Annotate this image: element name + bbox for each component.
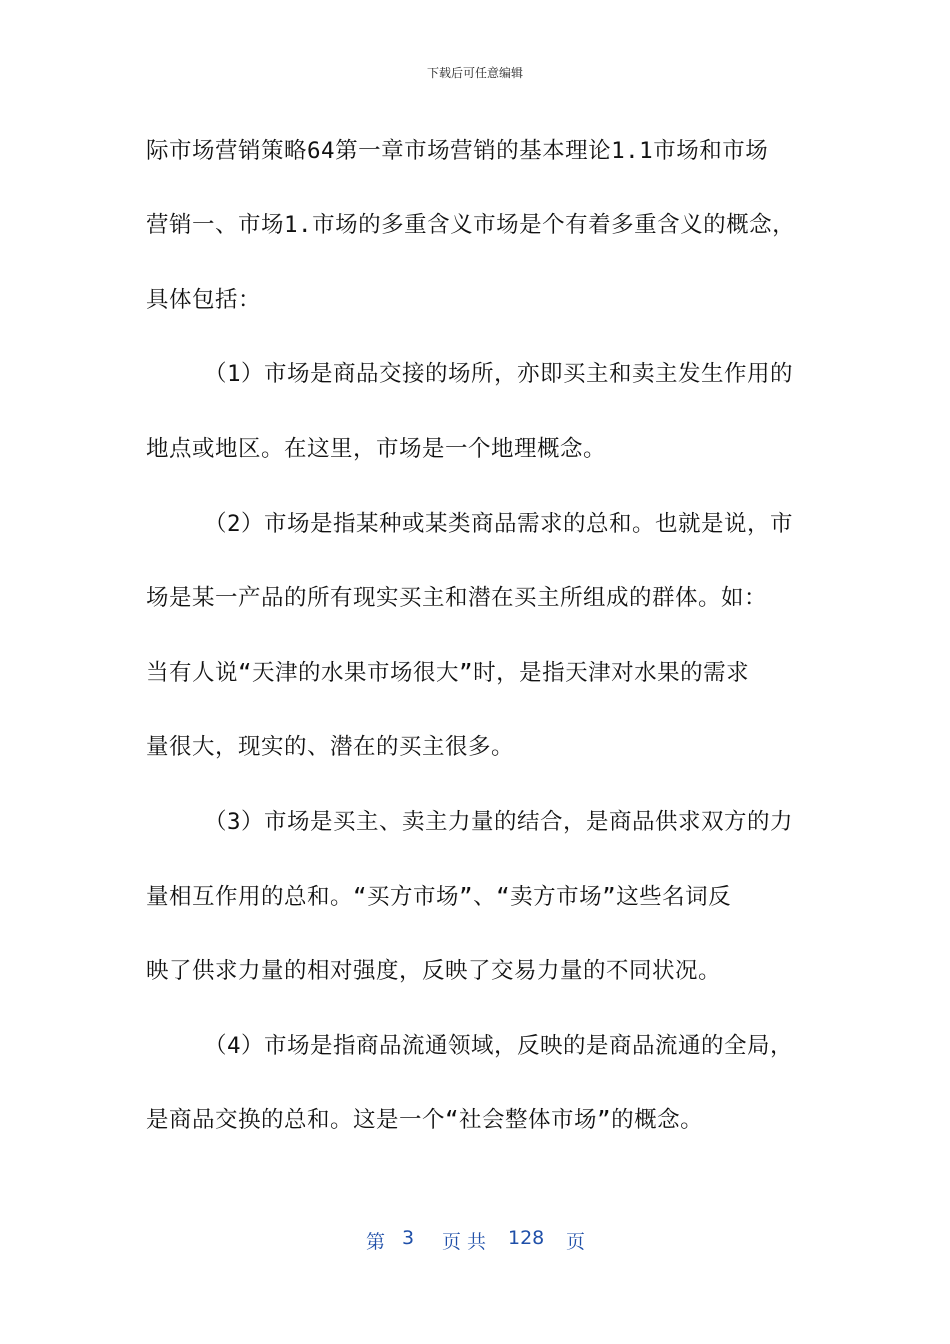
body-line: 当有人说“天津的水果市场很大”时，是指天津对水果的需求 [146,660,750,686]
footer-prefix: 第 [366,1231,386,1253]
paragraph-2-line: （2）市场是指某种或某类商品需求的总和。也就是说，市 [204,511,794,537]
body-line: 量很大，现实的、潜在的买主很多。 [146,734,515,760]
footer-page-number: 3 [402,1227,415,1249]
body-line: 映了供求力量的相对强度，反映了交易力量的不同状况。 [146,958,722,984]
paragraph-1-line: （1）市场是商品交接的场所，亦即买主和卖主发生作用的 [204,361,794,387]
body-line: 场是某一产品的所有现实买主和潜在买主所组成的群体。如： [146,585,768,611]
footer-suffix: 页 [566,1231,586,1253]
body-line: 量相互作用的总和。“买方市场”、“卖方市场”这些名词反 [146,884,732,910]
paragraph-3-line: （3）市场是买主、卖主力量的结合，是商品供求双方的力 [204,809,794,835]
body-line: 是商品交换的总和。这是一个“社会整体市场”的概念。 [146,1107,704,1133]
body-line: 具体包括： [146,287,262,313]
body-line: 营销一、市场1.市场的多重含义市场是个有着多重含义的概念， [146,212,796,238]
footer-middle: 页 共 [442,1231,487,1253]
paragraph-4-line: （4）市场是指商品流通领域，反映的是商品流通的全局， [204,1033,794,1059]
footer-total-pages: 128 [508,1227,545,1249]
body-line: 地点或地区。在这里，市场是一个地理概念。 [146,436,607,462]
header-note: 下载后可任意编辑 [426,66,523,80]
body-line: 际市场营销策略64第一章市场营销的基本理论1.1市场和市场 [146,138,769,164]
